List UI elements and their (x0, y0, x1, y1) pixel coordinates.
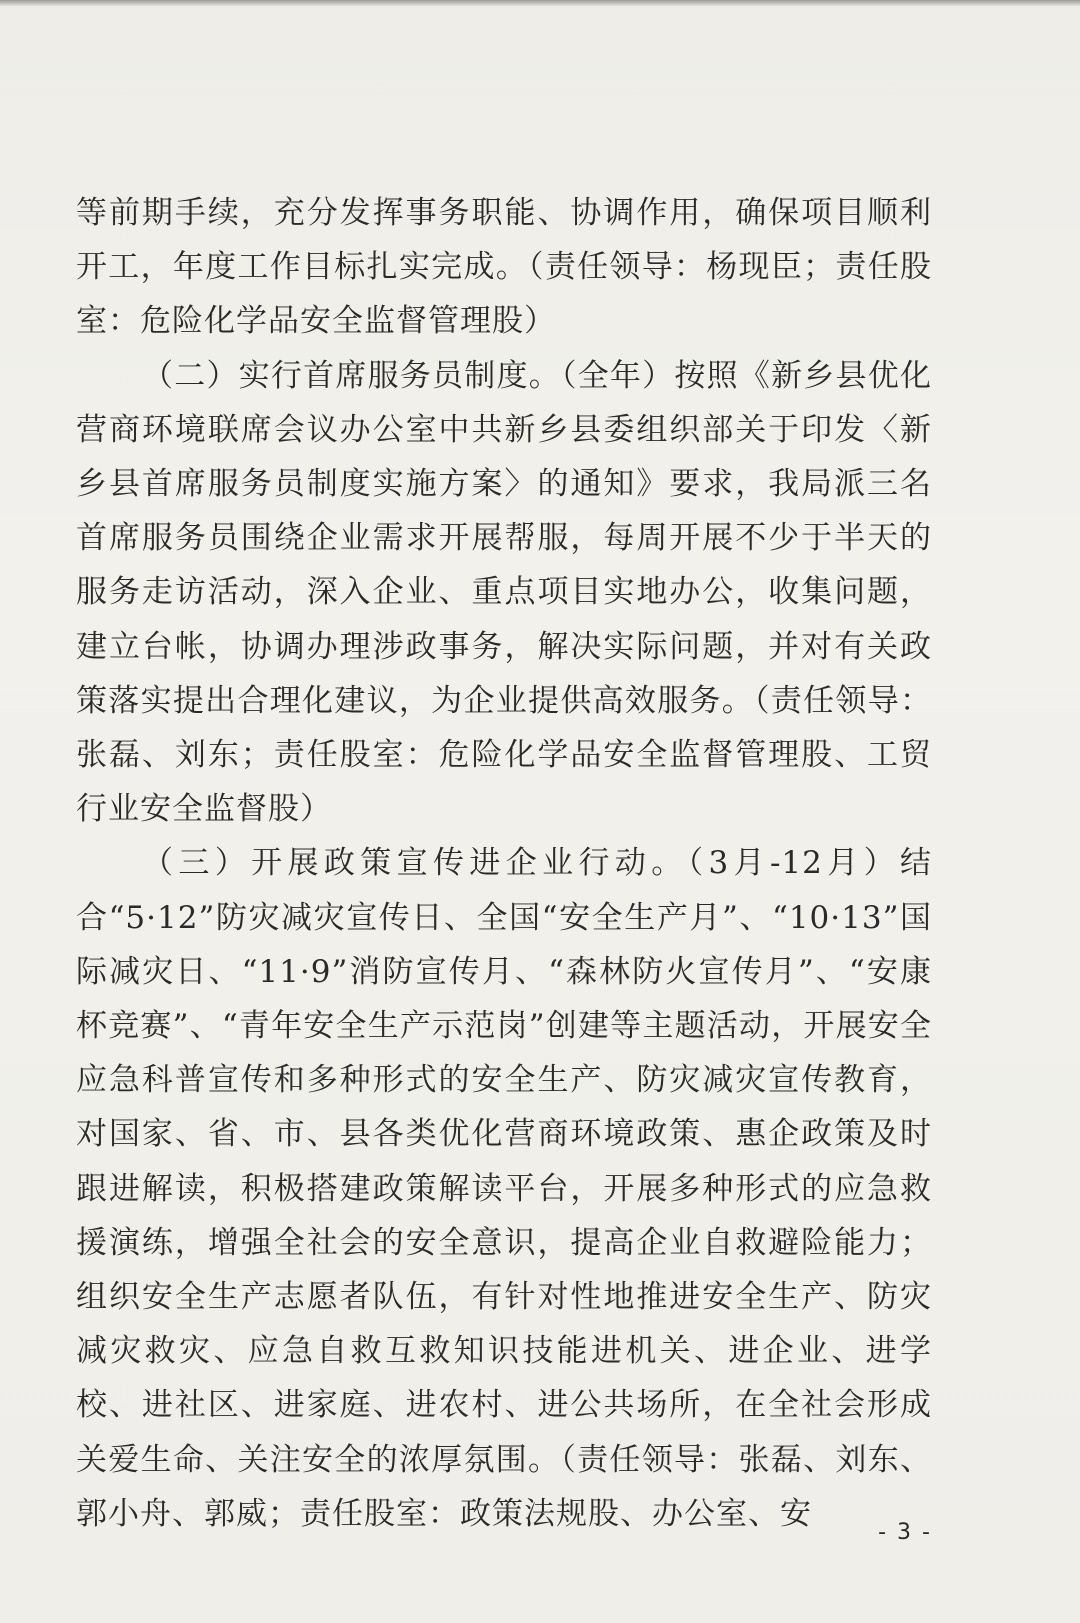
paragraph-project-procedures: 等前期手续，充分发挥事务职能、协调作用，确保项目顺利开工，年度工作目标扎实完成。（责任领导：杨现臣；责任股室：危险化学品安全监督管理股） (76, 195, 932, 340)
paragraph-chief-service-system: （二）实行首席服务员制度。（全年）按照《新乡县优化营商环境联席会议办公室中共新乡县委组织部关于印发〈新乡县首席服务员制度实施方案〉的通知》要求，我局派三名首席服务员围绕企业需求开展帮服，每周开展不少于半天的服务走访活动，深入企业、重点项目实地办公，收集问题，建立台帐，协调办理涉政事务，解决实际问题，并对有关政策落实提出合理化建议，为企业提供高效服务。（责任领导：张磊、刘东；责任股室：危险化学品安全监督管理股、工贸行业安全监督股） (76, 357, 932, 828)
document-body (76, 186, 932, 1541)
paragraph-policy-publicity: （三）开展政策宣传进企业行动。（3月-12月）结合“5·12”防灾减灾宣传日、全国“安全生产月”、“10·13”国际减灾日、“11·9”消防宣传月、“森林防火宣传月”、“安康杯竞赛”、“青年安全生产示范岗”创建等主题活动，开展安全应急科普宣传和多种形式的安全生产、防灾减灾宣传教育，对国家、省、市、县各类优化营商环境政策、惠企政策及时跟进解读，积极搭建政策解读平台，开展多种形式的应急救援演练，增强全社会的安全意识，提高企业自救避险能力；组织安全生产志愿者队伍，有针对性地推进安全生产、防灾减灾救灾、应急自救互救知识技能进机关、进企业、进学校、进社区、进家庭、进农村、进公共场所，在全社会形成关爱生命、关注安全的浓厚氛围。（责任领导：张磊、刘东、郭小舟、郭威；责任股室：政策法规股、办公室、安 (76, 845, 932, 1532)
page-top-edge (0, 0, 1080, 6)
page-number: - 3 - (878, 1520, 932, 1545)
